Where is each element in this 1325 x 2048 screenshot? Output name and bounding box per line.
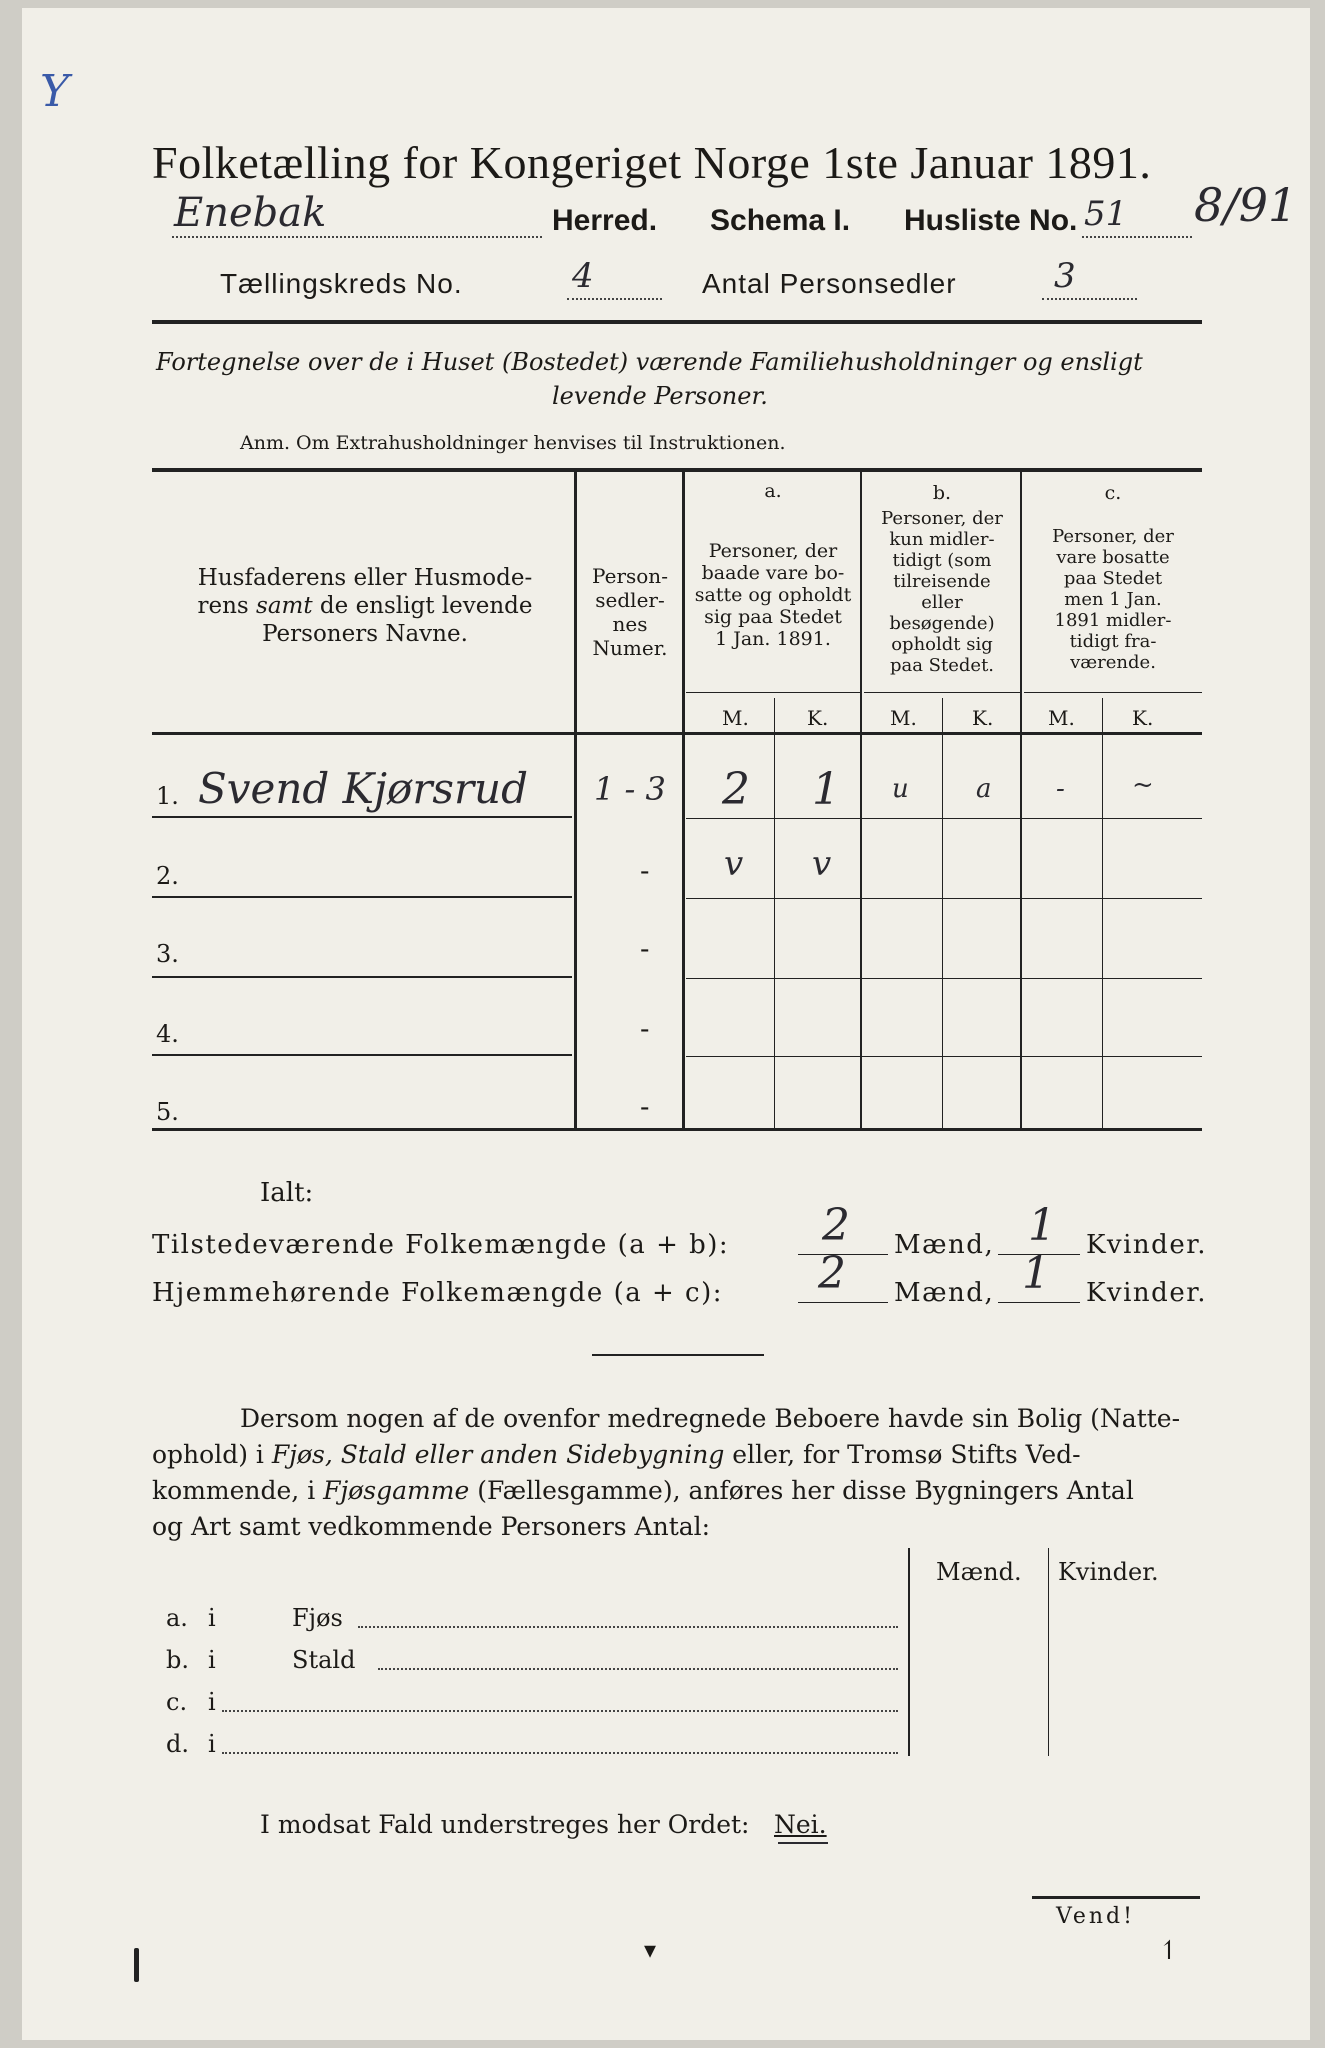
binding-mark-left — [134, 1948, 139, 1982]
row-4-num: - — [640, 1012, 650, 1045]
building-a-dots — [358, 1626, 898, 1628]
census-form-page — [22, 8, 1310, 2040]
row-1-rule-right — [686, 818, 1202, 819]
hjemme-men: 2 — [818, 1248, 846, 1299]
buildings-divider-left — [908, 1548, 910, 1756]
tilstede-label: Tilstedeværende Folkemængde (a + b): — [152, 1230, 730, 1260]
intro-line-1: Fortegnelse over de i Huset (Bostedet) værende Familiehusholdninger og ensligt — [156, 348, 1143, 376]
building-b-prep: i — [208, 1646, 216, 1674]
row-3-number: 3. — [156, 940, 179, 968]
row-5-number: 5. — [156, 1098, 179, 1126]
building-d-dots — [222, 1752, 898, 1754]
vend-label: Vend! — [1056, 1904, 1135, 1929]
col-header-b: Personer, der kun midler- tidigt (som tilreisende eller besøgende) opholdt sig paa Stedet. — [881, 508, 1003, 676]
b-m-label: M. — [890, 706, 917, 730]
row-1-number: 1. — [156, 782, 179, 810]
row-1-a-m: 2 — [722, 764, 750, 815]
hjemme-maend: Mænd, — [894, 1278, 995, 1308]
buildings-p2: ophold) i Fjøs, Stald eller anden Sidebygning eller, for Tromsø Stifts Ved- — [152, 1440, 1081, 1469]
row-2-a-k: v — [812, 844, 832, 884]
separator-rule — [592, 1354, 764, 1356]
row-1-c-k: ~ — [1132, 770, 1154, 800]
buildings-col-maend: Mænd. — [936, 1558, 1022, 1586]
col-divider-c-mk — [1102, 698, 1103, 1128]
herred-value: Enebak — [174, 190, 327, 236]
binding-mark-right: ↿ — [1158, 1936, 1180, 1966]
side-note: 8/91 — [1194, 178, 1298, 232]
row-3-rule-right — [686, 978, 1202, 979]
b-k-label: K. — [972, 706, 994, 730]
nei-word: Nei. — [774, 1810, 827, 1839]
antal-value: 3 — [1054, 256, 1076, 296]
col-divider-a-mk — [774, 698, 775, 1128]
row-3-num: - — [640, 932, 650, 965]
buildings-divider-mid — [1048, 1548, 1049, 1756]
anm-note: Anm. Om Extrahusholdninger henvises til Instruktionen. — [240, 432, 786, 454]
antal-dotted-line — [1042, 298, 1137, 300]
col-header-names: Husfaderens eller Husmode- rens samt de ensligt levende Personers Navne. — [197, 565, 533, 647]
nei-sentence: I modsat Fald understreges her Ordet: — [260, 1810, 750, 1839]
col-divider-num — [682, 470, 685, 1130]
row-1-b-k: a — [976, 774, 992, 804]
kreds-dotted-line — [567, 298, 662, 300]
col-divider-b — [1020, 470, 1022, 1130]
building-a-letter: a. — [166, 1604, 188, 1632]
kreds-value: 4 — [572, 256, 594, 296]
row-2-number: 2. — [156, 862, 179, 890]
header-rule — [152, 320, 1202, 324]
row-1-num: 1 - 3 — [594, 770, 666, 808]
herred-label: Herred. — [552, 204, 658, 237]
row-2-a-m: v — [724, 844, 744, 884]
row-4-number: 4. — [156, 1020, 179, 1048]
c-k-label: K. — [1132, 706, 1154, 730]
b-subhead-rule — [864, 692, 1020, 693]
building-a-prep: i — [208, 1604, 216, 1632]
c-m-label: M. — [1048, 706, 1075, 730]
col-divider-a — [860, 470, 862, 1130]
a-m-label: M. — [722, 706, 749, 730]
husliste-value: 51 — [1084, 194, 1128, 234]
schema-label: Schema I. — [710, 204, 851, 237]
building-b-letter: b. — [166, 1646, 189, 1674]
col-a-letter: a. — [764, 480, 782, 502]
building-c-prep: i — [208, 1688, 216, 1716]
herred-dotted-line — [172, 236, 542, 238]
corner-pencil-mark: Y — [40, 66, 70, 117]
a-subhead-rule — [686, 692, 860, 693]
table-header-rule — [152, 732, 1202, 735]
hjemme-women: 1 — [1022, 1248, 1050, 1299]
col-header-a: Personer, der baade vare bo- satte og opholdt sig paa Stedet 1 Jan. 1891. — [694, 540, 852, 650]
kreds-label: Tællingskreds No. — [220, 268, 463, 299]
row-1-c-m: - — [1056, 774, 1065, 804]
table-top-rule — [152, 468, 1202, 472]
building-d-letter: d. — [166, 1730, 189, 1758]
antal-label: Antal Personsedler — [702, 268, 957, 299]
binding-mark-mid: ▾ — [644, 1936, 657, 1964]
a-k-label: K. — [807, 706, 829, 730]
building-c-dots — [222, 1710, 898, 1712]
buildings-p1: Dersom nogen af de ovenfor medregnede Beboere havde sin Bolig (Natte- — [240, 1404, 1181, 1433]
hjemme-label: Hjemmehørende Folkemængde (a + c): — [152, 1278, 723, 1308]
row-2-num: - — [640, 854, 650, 887]
building-c-letter: c. — [166, 1688, 188, 1716]
ialt-label: Ialt: — [260, 1178, 314, 1208]
hjemme-kvinder: Kvinder. — [1086, 1278, 1208, 1308]
tilstede-men: 2 — [822, 1200, 850, 1251]
building-b-dots — [378, 1668, 898, 1670]
table-bottom-rule — [152, 1128, 1202, 1131]
row-1-name: Svend Kjørsrud — [198, 764, 528, 813]
buildings-col-kvinder: Kvinder. — [1058, 1558, 1159, 1586]
row-1-rule — [152, 816, 572, 818]
col-divider-name — [574, 470, 577, 1130]
intro-line-2: levende Personer. — [552, 382, 768, 410]
hjemme-women-line — [998, 1302, 1080, 1303]
form-title: Folketælling for Kongeriget Norge 1ste Januar 1891. — [152, 137, 1152, 188]
row-5-num: - — [640, 1090, 650, 1123]
vend-rule — [1032, 1896, 1200, 1899]
nei-handwritten-underline — [778, 1842, 828, 1844]
building-d-prep: i — [208, 1730, 216, 1758]
col-header-numer: Person- sedler- nes Numer. — [592, 564, 668, 660]
building-b-name: Stald — [292, 1646, 356, 1674]
tilstede-women: 1 — [1028, 1200, 1056, 1251]
row-4-rule-right — [686, 1056, 1202, 1057]
building-a-name: Fjøs — [292, 1604, 343, 1632]
col-header-c: Personer, der vare bosatte paa Stedet men 1 Jan. 1891 midler- tidigt fra- værende. — [1052, 526, 1174, 673]
col-c-letter: c. — [1104, 482, 1122, 504]
row-4-rule — [152, 1054, 572, 1056]
c-subhead-rule — [1024, 692, 1202, 693]
row-1-a-k: 1 — [812, 764, 840, 815]
husliste-label: Husliste No. — [904, 204, 1078, 237]
buildings-p4: og Art samt vedkommende Personers Antal: — [152, 1512, 711, 1541]
hjemme-men-line — [798, 1302, 888, 1303]
row-1-b-m: u — [892, 774, 909, 804]
husliste-dotted-line — [1082, 236, 1192, 238]
row-2-rule-right — [686, 898, 1202, 899]
buildings-p3: kommende, i Fjøsgamme (Fællesgamme), anføres her disse Bygningers Antal — [152, 1476, 1134, 1505]
row-3-rule — [152, 976, 572, 978]
col-divider-b-mk — [942, 698, 943, 1128]
col-b-letter: b. — [932, 482, 952, 504]
tilstede-maend: Mænd, — [894, 1230, 995, 1260]
row-2-rule — [152, 896, 572, 898]
tilstede-kvinder: Kvinder. — [1086, 1230, 1208, 1260]
